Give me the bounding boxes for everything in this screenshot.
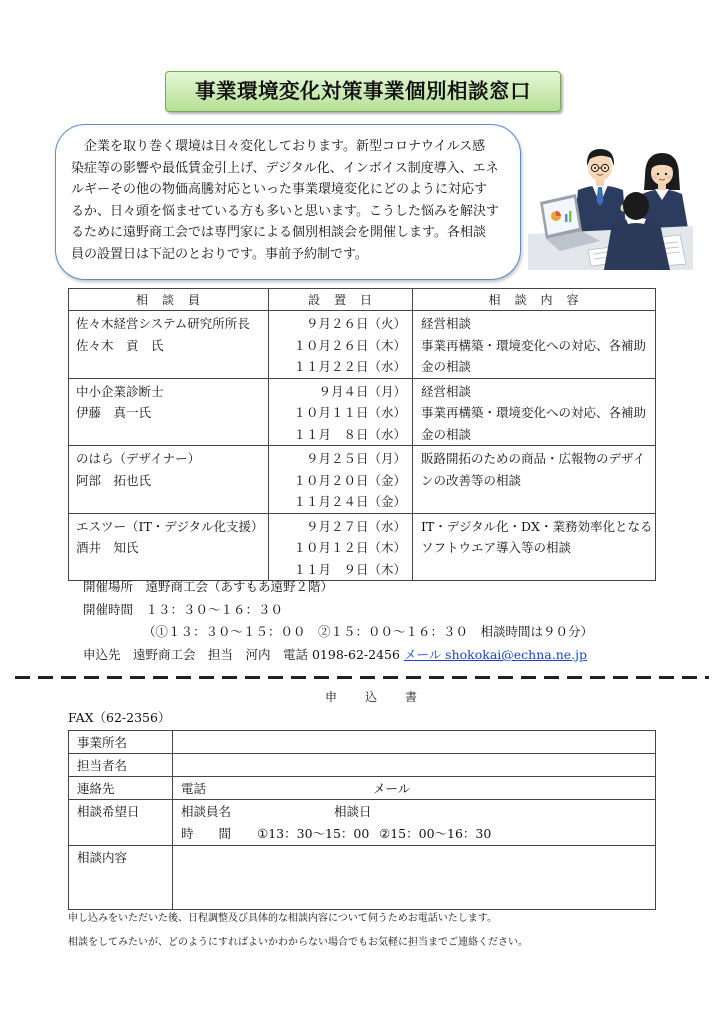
session-date: ９月２７日（水） <box>305 518 406 534</box>
time-label: 時 間 <box>181 826 232 841</box>
header-counselor: 相 談 員 <box>69 289 269 311</box>
content-cell <box>413 513 656 581</box>
contact-field <box>173 777 656 800</box>
intro-line: るか、日々頭を悩ませている方も多いと思います。こうした悩みを解決す <box>71 203 499 219</box>
consultation-topic: ソフトウエア導入等の相談 <box>421 540 572 555</box>
preferred-date-field <box>173 800 656 846</box>
form-label: 担当者名 <box>69 754 173 777</box>
counselor-name: 酒井 知氏 <box>76 540 139 555</box>
session-date: １１月 ８日（水） <box>293 426 406 442</box>
form-row-contact <box>69 777 656 800</box>
form-label: 事業所名 <box>69 731 173 754</box>
footer-note: 申し込みをいただいた後、日程調整及び具体的な相談内容について伺うためお電話いたします。 <box>68 913 497 924</box>
page-title: 事業環境変化対策事業個別相談窓口 <box>165 71 561 112</box>
session-date: ９月２５日（月） <box>305 451 406 466</box>
counselor-name: 伊藤 真一氏 <box>76 405 152 420</box>
session-date: ９月２６日（火） <box>305 316 406 331</box>
preferred-line <box>181 823 647 845</box>
counselor-name: 佐々木 貢 氏 <box>76 337 164 353</box>
form-label: 連絡先 <box>69 777 173 800</box>
consultation-topic: 金の相談 <box>421 359 472 374</box>
email-link[interactable]: メール shokokai@echna.ne.jp <box>403 647 588 662</box>
dates-cell <box>269 513 413 581</box>
consultation-schedule-table <box>68 288 656 581</box>
counselor-affiliation: 佐々木経営システム研究所所長 <box>76 316 250 331</box>
schedule-row <box>69 311 656 379</box>
counselor-affiliation: エスツー（IT・デジタル化支援） <box>76 518 264 534</box>
consultation-topic: 経営相談 <box>421 316 472 331</box>
contact-text: 申込先 遠野商工会 担当 河内 電話 0198-62-2456 <box>83 647 404 662</box>
session-date: １０月２０日（金） <box>293 472 406 488</box>
counselor-name-label: 相談員名 <box>181 804 232 819</box>
intro-line: ルギーその他の物価高騰対応といった事業環境変化にどのように対応す <box>71 182 488 198</box>
schedule-header-row <box>69 289 656 311</box>
footer-note: 相談をしてみたいが、どのようにすればよいかわからない場合でもお気軽に担当までご連絡ください。 <box>68 937 528 948</box>
person-name-field <box>173 754 656 777</box>
schedule-row <box>69 378 656 446</box>
form-row-preferred-date <box>69 800 656 846</box>
session-date: １１月２２日（水） <box>293 359 406 374</box>
form-label: 相談内容 <box>69 846 173 910</box>
time-info: 開催時間 １３：３０～１６：３０ <box>83 602 284 617</box>
consultation-topic: 事業再構築・環境変化への対応、各補助 <box>421 405 647 420</box>
session-date: １１月 ９日（木） <box>293 561 406 577</box>
consultation-date-label: 相談日 <box>334 804 372 819</box>
consultation-content-field <box>173 846 656 910</box>
time-slot-1: ①13：30～15：00 <box>257 826 370 841</box>
intro-box <box>55 124 521 280</box>
content-cell <box>413 378 656 446</box>
content-cell <box>413 446 656 514</box>
counselor-name: 阿部 拓也氏 <box>76 472 152 488</box>
consultation-topic: 販路開拓のための商品・広報物のデザイ <box>421 451 646 466</box>
intro-line: 企業を取り巻く環境は日々変化しております。新型コロナウイルス感 <box>71 139 486 154</box>
intro-line: 員の設置日は下記のとおりです。事前予約制です。 <box>71 246 368 262</box>
session-date: １１月２４日（金） <box>293 494 406 509</box>
intro-line: るために遠野商工会では専門家による個別相談会を開催します。各相談 <box>71 225 486 241</box>
counselor-cell <box>69 378 269 446</box>
consultant-woman <box>638 153 688 228</box>
form-label: 相談希望日 <box>69 800 173 846</box>
schedule-row <box>69 446 656 514</box>
consultation-topic: ンの改善等の相談 <box>421 472 522 488</box>
time-slot-2: ②15：00～16：30 <box>379 826 492 841</box>
session-date: ９月４日（月） <box>318 383 406 399</box>
contact-info <box>83 647 587 663</box>
consultation-topic: 事業再構築・環境変化への対応、各補助 <box>421 337 647 353</box>
fax-number: FAX（62-2356） <box>68 710 171 725</box>
form-row-content <box>69 846 656 910</box>
time-detail-info: （①１３：３０～１５：００ ②１５：００～１６：３０ 相談時間は９０分） <box>143 624 594 639</box>
content-cell <box>413 311 656 379</box>
counselor-cell <box>69 311 269 379</box>
schedule-row <box>69 513 656 581</box>
form-heading: 申 込 書 <box>325 690 426 704</box>
dates-cell <box>269 311 413 379</box>
form-row-company <box>69 731 656 754</box>
header-content: 相 談 内 容 <box>413 289 656 311</box>
mail-label: メール <box>373 781 411 796</box>
session-date: １０月１１日（水） <box>293 405 406 420</box>
session-date: １０月１２日（木） <box>293 540 406 555</box>
counselor-affiliation: のはら（デザイナー） <box>76 451 201 466</box>
counselor-cell <box>69 513 269 581</box>
form-row-person <box>69 754 656 777</box>
company-name-field <box>173 731 656 754</box>
preferred-line <box>181 801 647 823</box>
counselor-affiliation: 中小企業診断士 <box>76 383 164 399</box>
consultation-topic: 金の相談 <box>421 426 472 442</box>
venue-info: 開催場所 遠野商工会（あすもあ遠野２階） <box>83 579 334 594</box>
dates-cell <box>269 378 413 446</box>
consultation-topic: 経営相談 <box>421 383 472 399</box>
phone-label: 電話 <box>181 781 207 796</box>
intro-line: 染症等の影響や最低賃金引上げ、デジタル化、インボイス制度導入、エネ <box>71 160 499 176</box>
dates-cell <box>269 446 413 514</box>
counselor-cell <box>69 446 269 514</box>
consultation-topic: IT・デジタル化・DX・業務効率化となる <box>421 518 653 534</box>
session-date: １０月２６日（木） <box>293 337 406 353</box>
cut-line-divider <box>15 676 709 679</box>
business-consultation-illustration <box>528 140 693 270</box>
header-date: 設 置 日 <box>269 289 413 311</box>
application-form-table <box>68 730 656 910</box>
